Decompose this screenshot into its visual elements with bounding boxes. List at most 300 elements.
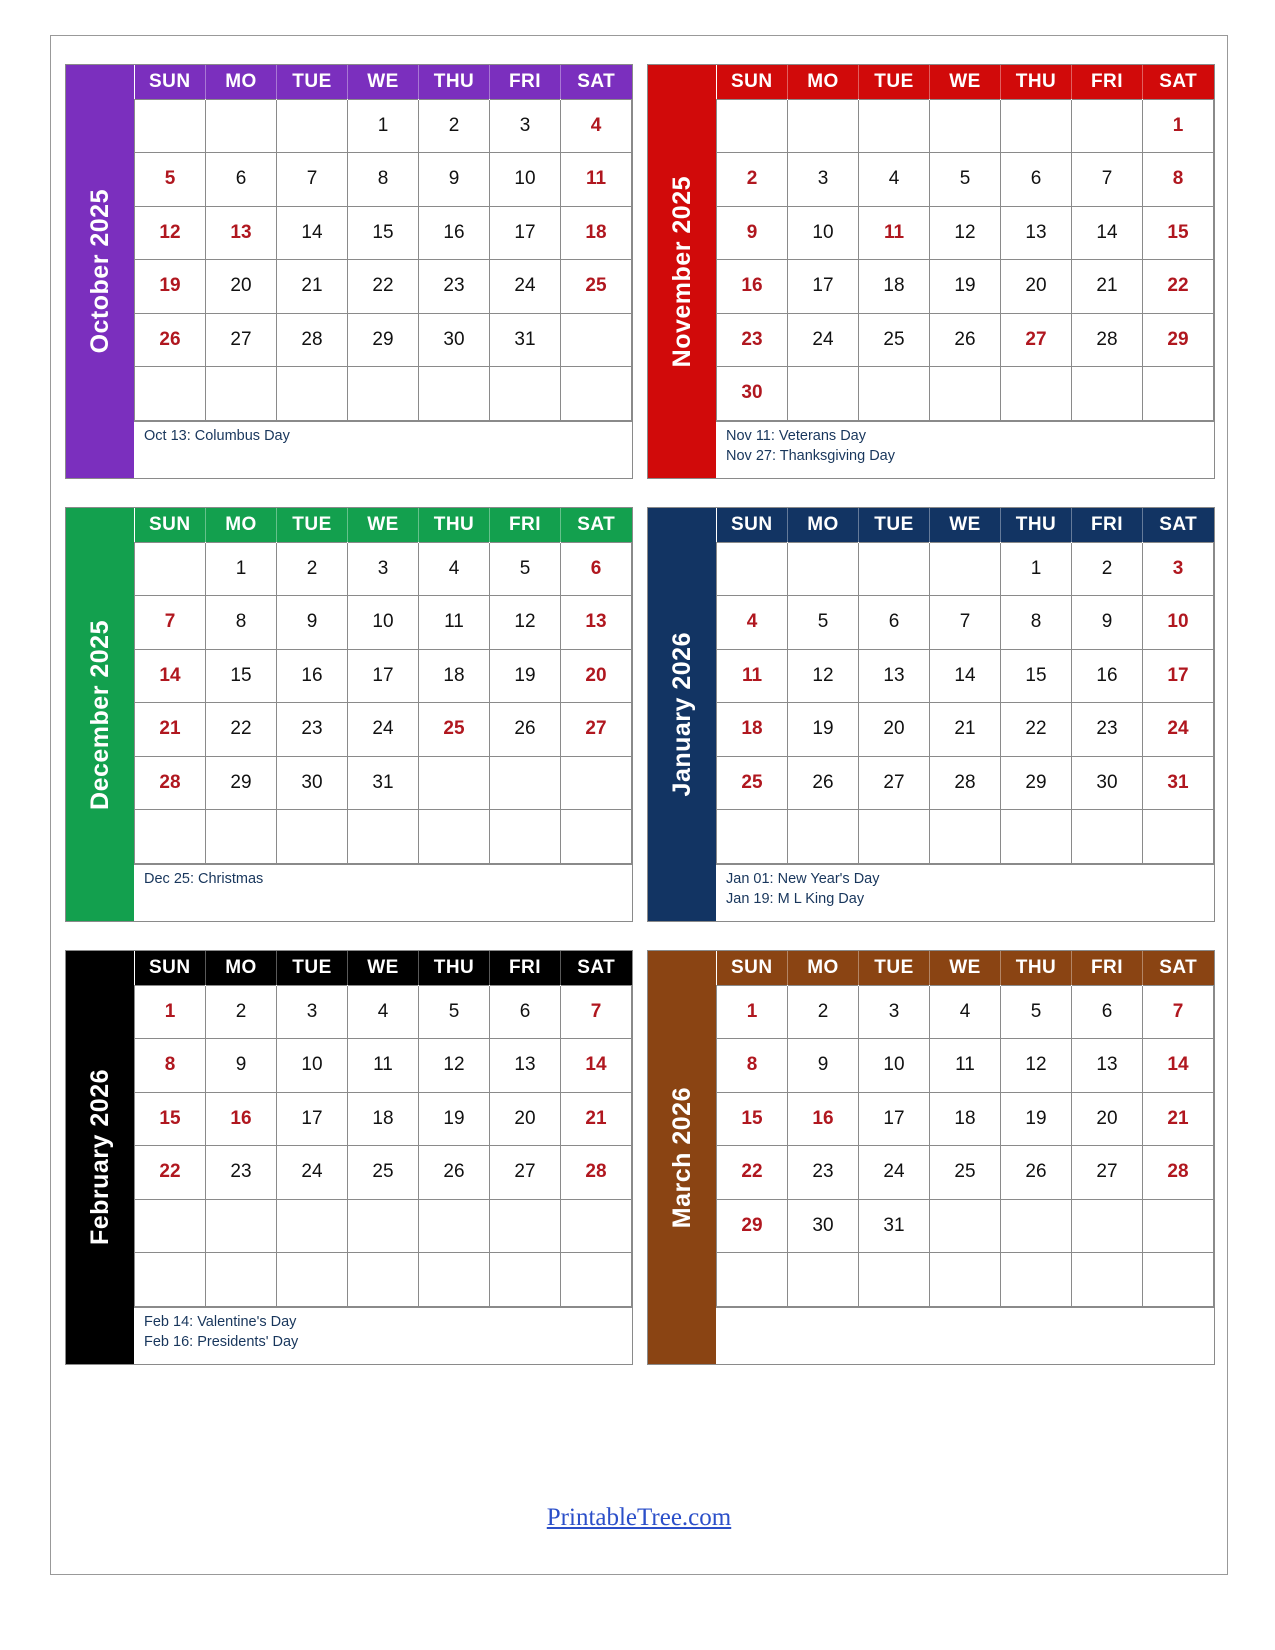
day-cell-empty	[717, 99, 788, 153]
day-cell: 11	[348, 1039, 419, 1093]
day-cell: 26	[788, 756, 859, 810]
day-cell: 12	[788, 649, 859, 703]
day-cell: 17	[277, 1092, 348, 1146]
day-cell-empty	[206, 1199, 277, 1253]
weekday-header: SUN	[717, 65, 788, 99]
weekday-header: MO	[206, 65, 277, 99]
day-cell-empty	[135, 1253, 206, 1307]
day-cell: 22	[1001, 703, 1072, 757]
week-row	[717, 260, 1214, 314]
day-cell: 27	[859, 756, 930, 810]
weekday-header: TUE	[277, 65, 348, 99]
week-row	[717, 206, 1214, 260]
day-cell-empty	[930, 99, 1001, 153]
day-cell: 4	[930, 985, 1001, 1039]
day-cell: 18	[930, 1092, 1001, 1146]
day-cell-empty	[1001, 1253, 1072, 1307]
day-cell: 21	[135, 703, 206, 757]
day-cell: 17	[788, 260, 859, 314]
day-cell: 4	[561, 99, 632, 153]
week-row	[135, 542, 632, 596]
day-cell: 6	[490, 985, 561, 1039]
weekday-header: TUE	[859, 65, 930, 99]
day-cell-empty	[135, 99, 206, 153]
week-row	[135, 367, 632, 421]
day-cell: 30	[277, 756, 348, 810]
day-cell: 15	[206, 649, 277, 703]
day-cell: 28	[277, 313, 348, 367]
week-row	[717, 1092, 1214, 1146]
month-block	[647, 950, 1215, 1365]
day-cell: 29	[1143, 313, 1214, 367]
day-cell-empty	[788, 1253, 859, 1307]
week-row	[717, 985, 1214, 1039]
day-cell-empty	[1001, 810, 1072, 864]
day-cell: 17	[348, 649, 419, 703]
week-row	[135, 1092, 632, 1146]
weekday-header: FRI	[490, 65, 561, 99]
day-cell: 27	[206, 313, 277, 367]
day-cell-empty	[277, 1253, 348, 1307]
day-cell-empty	[206, 99, 277, 153]
month-table	[134, 508, 632, 864]
day-cell: 5	[135, 153, 206, 207]
day-cell: 20	[859, 703, 930, 757]
week-row	[135, 596, 632, 650]
month-title	[648, 508, 716, 921]
day-cell-empty	[561, 367, 632, 421]
day-cell: 10	[1143, 596, 1214, 650]
day-cell: 3	[490, 99, 561, 153]
day-cell: 12	[1001, 1039, 1072, 1093]
weekday-header-row	[717, 508, 1214, 542]
weekday-header: FRI	[1072, 508, 1143, 542]
day-cell: 31	[490, 313, 561, 367]
day-cell: 20	[1072, 1092, 1143, 1146]
event-line: Jan 01: New Year's Day	[726, 870, 880, 887]
day-cell-empty	[490, 367, 561, 421]
day-cell: 26	[930, 313, 1001, 367]
month-block	[65, 950, 633, 1365]
day-cell-empty	[419, 756, 490, 810]
day-cell: 24	[277, 1146, 348, 1200]
day-cell: 15	[717, 1092, 788, 1146]
day-cell: 21	[1143, 1092, 1214, 1146]
month-body	[716, 65, 1214, 478]
day-cell-empty	[135, 542, 206, 596]
day-cell: 16	[206, 1092, 277, 1146]
week-row	[135, 1039, 632, 1093]
month-events	[716, 864, 1214, 922]
month-block	[65, 64, 633, 479]
weekday-header-row	[717, 65, 1214, 99]
day-cell-empty	[419, 1253, 490, 1307]
day-cell-empty	[859, 1253, 930, 1307]
day-cell: 12	[490, 596, 561, 650]
week-row	[135, 99, 632, 153]
day-cell: 14	[1143, 1039, 1214, 1093]
day-cell: 4	[348, 985, 419, 1039]
day-cell: 2	[1072, 542, 1143, 596]
weekday-header: SAT	[561, 508, 632, 542]
day-cell-empty	[490, 1199, 561, 1253]
weekday-header: TUE	[859, 508, 930, 542]
week-row	[717, 153, 1214, 207]
day-cell-empty	[206, 810, 277, 864]
month-title	[648, 951, 716, 1364]
event-line: Nov 27: Thanksgiving Day	[726, 448, 895, 465]
day-cell: 11	[930, 1039, 1001, 1093]
day-cell-empty	[135, 810, 206, 864]
weekday-header: TUE	[277, 508, 348, 542]
day-cell: 8	[206, 596, 277, 650]
day-cell: 18	[859, 260, 930, 314]
day-cell: 18	[717, 703, 788, 757]
calendar-page	[50, 35, 1228, 1575]
day-cell: 7	[930, 596, 1001, 650]
day-cell-empty	[277, 367, 348, 421]
week-row	[717, 1199, 1214, 1253]
day-cell: 10	[859, 1039, 930, 1093]
day-cell-empty	[277, 1199, 348, 1253]
weekday-header: TUE	[277, 951, 348, 985]
weekday-header: SUN	[135, 508, 206, 542]
day-cell-empty	[1072, 810, 1143, 864]
day-cell: 3	[277, 985, 348, 1039]
day-cell: 23	[206, 1146, 277, 1200]
weekday-header: MO	[788, 508, 859, 542]
week-row	[135, 260, 632, 314]
day-cell: 4	[859, 153, 930, 207]
day-cell-empty	[277, 99, 348, 153]
day-cell: 5	[788, 596, 859, 650]
weekday-header: FRI	[490, 508, 561, 542]
day-cell: 2	[277, 542, 348, 596]
day-cell: 9	[277, 596, 348, 650]
day-cell: 29	[348, 313, 419, 367]
event-line: Feb 16: Presidents' Day	[144, 1334, 299, 1351]
day-cell: 31	[1143, 756, 1214, 810]
day-cell-empty	[788, 99, 859, 153]
day-cell: 29	[206, 756, 277, 810]
day-cell: 8	[348, 153, 419, 207]
day-cell: 23	[717, 313, 788, 367]
months-grid	[65, 64, 1215, 1365]
month-title-text: November 2025	[667, 175, 696, 368]
day-cell: 6	[1001, 153, 1072, 207]
day-cell: 10	[788, 206, 859, 260]
day-cell: 14	[561, 1039, 632, 1093]
day-cell: 14	[135, 649, 206, 703]
week-row	[717, 810, 1214, 864]
day-cell-empty	[859, 810, 930, 864]
day-cell-empty	[930, 367, 1001, 421]
month-title	[66, 951, 134, 1364]
month-events	[134, 421, 632, 479]
day-cell-empty	[348, 1253, 419, 1307]
weekday-header: WE	[348, 951, 419, 985]
month-title-text: October 2025	[85, 189, 114, 354]
week-row	[135, 703, 632, 757]
day-cell: 8	[135, 1039, 206, 1093]
day-cell: 19	[1001, 1092, 1072, 1146]
day-cell: 15	[348, 206, 419, 260]
day-cell: 12	[135, 206, 206, 260]
day-cell: 8	[1001, 596, 1072, 650]
day-cell: 6	[561, 542, 632, 596]
weekday-header: SUN	[717, 951, 788, 985]
day-cell: 19	[788, 703, 859, 757]
month-body	[134, 65, 632, 478]
day-cell: 27	[561, 703, 632, 757]
weekday-header: THU	[419, 951, 490, 985]
day-cell: 13	[206, 206, 277, 260]
weekday-header: SUN	[135, 65, 206, 99]
weekday-header: TUE	[859, 951, 930, 985]
day-cell: 25	[348, 1146, 419, 1200]
day-cell: 2	[717, 153, 788, 207]
day-cell-empty	[561, 1253, 632, 1307]
day-cell-empty	[135, 1199, 206, 1253]
month-table	[716, 65, 1214, 421]
day-cell: 13	[490, 1039, 561, 1093]
day-cell-empty	[717, 542, 788, 596]
weekday-header: MO	[206, 951, 277, 985]
month-body	[716, 508, 1214, 921]
page-footer	[51, 1504, 1227, 1532]
day-cell: 17	[859, 1092, 930, 1146]
day-cell: 11	[419, 596, 490, 650]
weekday-header: MO	[788, 951, 859, 985]
month-title-text: March 2026	[667, 1086, 696, 1229]
day-cell: 30	[419, 313, 490, 367]
weekday-header-row	[135, 65, 632, 99]
day-cell: 15	[1143, 206, 1214, 260]
weekday-header: SAT	[1143, 508, 1214, 542]
day-cell: 24	[788, 313, 859, 367]
month-table	[134, 951, 632, 1307]
day-cell-empty	[561, 1199, 632, 1253]
day-cell: 13	[1072, 1039, 1143, 1093]
day-cell: 10	[348, 596, 419, 650]
month-title-text: February 2026	[85, 1069, 114, 1246]
event-line: Oct 13: Columbus Day	[144, 427, 290, 444]
month-block	[647, 507, 1215, 922]
day-cell: 7	[277, 153, 348, 207]
day-cell: 29	[717, 1199, 788, 1253]
weekday-header: WE	[348, 508, 419, 542]
week-row	[717, 1146, 1214, 1200]
day-cell: 25	[419, 703, 490, 757]
day-cell: 10	[277, 1039, 348, 1093]
printabletree-link[interactable]: PrintableTree.com	[546, 1504, 732, 1531]
weekday-header: WE	[348, 65, 419, 99]
day-cell: 6	[859, 596, 930, 650]
day-cell: 24	[1143, 703, 1214, 757]
event-line: Dec 25: Christmas	[144, 870, 264, 887]
day-cell-empty	[206, 1253, 277, 1307]
day-cell-empty	[1001, 1199, 1072, 1253]
day-cell: 30	[1072, 756, 1143, 810]
day-cell: 14	[277, 206, 348, 260]
week-row	[717, 649, 1214, 703]
week-row	[717, 703, 1214, 757]
month-title-text: January 2026	[667, 632, 696, 797]
day-cell: 24	[490, 260, 561, 314]
day-cell: 17	[490, 206, 561, 260]
weekday-header-row	[135, 508, 632, 542]
day-cell-empty	[930, 542, 1001, 596]
event-line: Jan 19: M L King Day	[726, 891, 865, 908]
week-row	[135, 985, 632, 1039]
day-cell: 20	[490, 1092, 561, 1146]
day-cell: 26	[1001, 1146, 1072, 1200]
day-cell: 2	[419, 99, 490, 153]
month-events	[716, 421, 1214, 479]
day-cell: 12	[419, 1039, 490, 1093]
day-cell: 20	[561, 649, 632, 703]
month-events	[134, 864, 632, 922]
day-cell: 16	[717, 260, 788, 314]
weekday-header: WE	[930, 951, 1001, 985]
day-cell: 5	[490, 542, 561, 596]
month-body	[134, 951, 632, 1364]
day-cell: 28	[930, 756, 1001, 810]
month-block	[647, 64, 1215, 479]
weekday-header: FRI	[1072, 65, 1143, 99]
weekday-header: MO	[788, 65, 859, 99]
day-cell: 23	[277, 703, 348, 757]
day-cell: 25	[930, 1146, 1001, 1200]
day-cell: 11	[859, 206, 930, 260]
weekday-header: FRI	[1072, 951, 1143, 985]
day-cell: 7	[1072, 153, 1143, 207]
day-cell-empty	[788, 810, 859, 864]
day-cell-empty	[1072, 367, 1143, 421]
week-row	[135, 206, 632, 260]
day-cell: 1	[348, 99, 419, 153]
day-cell: 25	[859, 313, 930, 367]
week-row	[717, 1039, 1214, 1093]
week-row	[135, 153, 632, 207]
day-cell: 2	[206, 985, 277, 1039]
day-cell: 15	[135, 1092, 206, 1146]
day-cell: 18	[419, 649, 490, 703]
day-cell: 19	[490, 649, 561, 703]
month-block	[65, 507, 633, 922]
day-cell-empty	[1001, 99, 1072, 153]
day-cell-empty	[419, 1199, 490, 1253]
day-cell: 20	[1001, 260, 1072, 314]
day-cell: 22	[348, 260, 419, 314]
day-cell-empty	[561, 313, 632, 367]
day-cell: 26	[490, 703, 561, 757]
weekday-header: THU	[1001, 65, 1072, 99]
day-cell: 11	[717, 649, 788, 703]
day-cell-empty	[490, 756, 561, 810]
day-cell: 9	[788, 1039, 859, 1093]
day-cell-empty	[419, 810, 490, 864]
day-cell-empty	[490, 810, 561, 864]
day-cell: 21	[1072, 260, 1143, 314]
day-cell: 9	[1072, 596, 1143, 650]
day-cell: 22	[206, 703, 277, 757]
day-cell: 20	[206, 260, 277, 314]
day-cell-empty	[1143, 1253, 1214, 1307]
day-cell: 26	[419, 1146, 490, 1200]
day-cell: 4	[717, 596, 788, 650]
day-cell: 24	[859, 1146, 930, 1200]
month-title	[66, 508, 134, 921]
day-cell: 28	[1072, 313, 1143, 367]
day-cell: 16	[277, 649, 348, 703]
week-row	[717, 313, 1214, 367]
weekday-header: SUN	[135, 951, 206, 985]
month-body	[716, 951, 1214, 1364]
day-cell: 14	[1072, 206, 1143, 260]
month-table	[134, 65, 632, 421]
week-row	[135, 1199, 632, 1253]
week-row	[717, 367, 1214, 421]
day-cell: 22	[135, 1146, 206, 1200]
week-row	[135, 313, 632, 367]
day-cell-empty	[1072, 99, 1143, 153]
day-cell-empty	[717, 810, 788, 864]
day-cell-empty	[1143, 810, 1214, 864]
day-cell: 1	[1001, 542, 1072, 596]
day-cell-empty	[859, 367, 930, 421]
week-row	[717, 1253, 1214, 1307]
day-cell: 28	[561, 1146, 632, 1200]
day-cell-empty	[930, 810, 1001, 864]
day-cell-empty	[717, 1253, 788, 1307]
day-cell: 11	[561, 153, 632, 207]
day-cell: 6	[206, 153, 277, 207]
day-cell: 16	[1072, 649, 1143, 703]
day-cell-empty	[930, 1253, 1001, 1307]
month-events	[134, 1307, 632, 1365]
day-cell-empty	[561, 810, 632, 864]
weekday-header: FRI	[490, 951, 561, 985]
day-cell-empty	[561, 756, 632, 810]
weekday-header: SAT	[1143, 951, 1214, 985]
day-cell-empty	[206, 367, 277, 421]
day-cell: 3	[859, 985, 930, 1039]
day-cell: 18	[348, 1092, 419, 1146]
day-cell: 16	[788, 1092, 859, 1146]
day-cell: 13	[859, 649, 930, 703]
weekday-header: WE	[930, 508, 1001, 542]
day-cell: 9	[717, 206, 788, 260]
day-cell-empty	[135, 367, 206, 421]
weekday-header: SAT	[561, 951, 632, 985]
day-cell: 3	[348, 542, 419, 596]
day-cell: 31	[348, 756, 419, 810]
day-cell-empty	[788, 542, 859, 596]
week-row	[135, 1253, 632, 1307]
day-cell: 23	[1072, 703, 1143, 757]
day-cell: 4	[419, 542, 490, 596]
week-row	[135, 810, 632, 864]
week-row	[717, 596, 1214, 650]
day-cell: 23	[788, 1146, 859, 1200]
day-cell: 2	[788, 985, 859, 1039]
week-row	[717, 542, 1214, 596]
day-cell: 19	[135, 260, 206, 314]
day-cell: 25	[561, 260, 632, 314]
weekday-header: THU	[419, 65, 490, 99]
day-cell: 21	[277, 260, 348, 314]
